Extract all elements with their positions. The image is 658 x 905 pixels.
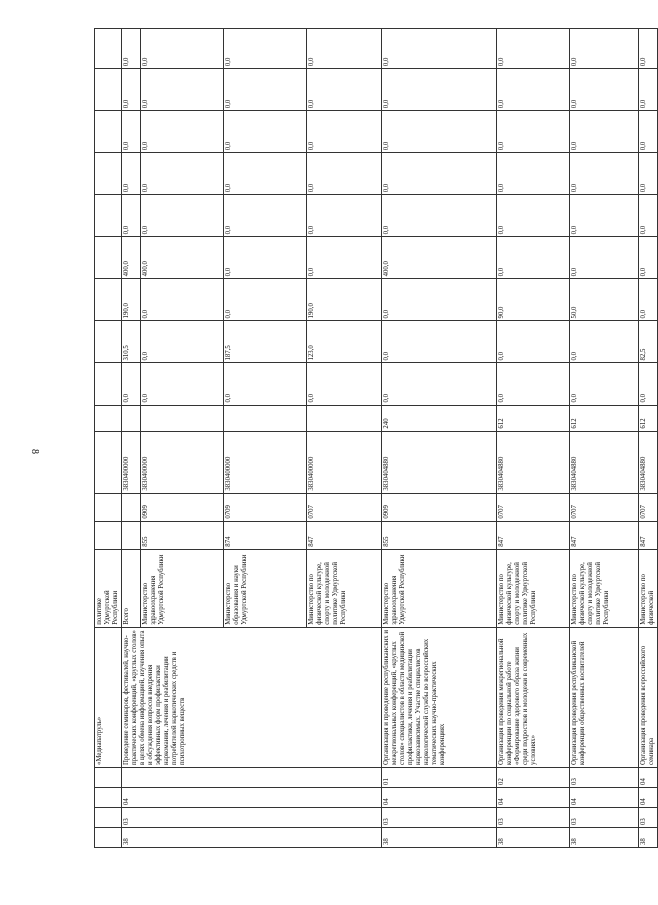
y2019: 0,0: [497, 195, 570, 237]
y2019: 0,0: [224, 195, 307, 237]
target-article: [95, 431, 122, 493]
y2023: 0,0: [307, 29, 382, 69]
razdel-code: 0707: [570, 493, 639, 521]
description: Организация проведения межрегиональной конференции по социальной работе «Формирование здорового образа жизни среди подростков и молодежи в современных условиях»: [497, 627, 570, 767]
col-gp: 38: [570, 827, 639, 847]
y2020: 0,0: [639, 153, 658, 195]
y2022: [95, 69, 122, 111]
y2021: 0,0: [497, 111, 570, 153]
y2015: 0,0: [382, 363, 497, 405]
col-pp: 03: [497, 807, 570, 827]
target-article: 3830400000: [141, 431, 224, 493]
col-pp: 03: [382, 807, 497, 827]
grbs-code: [95, 521, 122, 549]
y2019: [95, 195, 122, 237]
y2021: 0,0: [307, 111, 382, 153]
razdel-code: 0707: [307, 493, 382, 521]
table-body: [95, 29, 658, 848]
y2019: 0,0: [570, 195, 639, 237]
y2023: 0,0: [497, 29, 570, 69]
y2017: 190,0: [307, 279, 382, 321]
grbs-code: 847: [497, 521, 570, 549]
y2015: 0,0: [497, 363, 570, 405]
description: Организация проведения всероссийского семинара: [639, 627, 658, 767]
y2020: 0,0: [122, 153, 141, 195]
y2016: 0,0: [570, 321, 639, 363]
expense-type: 240: [382, 405, 497, 431]
y2022: 0,0: [497, 69, 570, 111]
expense-type: [95, 405, 122, 431]
table-row: [497, 29, 570, 848]
grbs-code: 847: [639, 521, 658, 549]
executor: политике Удмуртской Республики: [95, 549, 122, 627]
y2018: 0,0: [307, 237, 382, 279]
col-gp: 38: [497, 827, 570, 847]
y2022: 0,0: [382, 69, 497, 111]
y2018: [95, 237, 122, 279]
col-pp: 03: [639, 807, 658, 827]
y2017: 50,0: [570, 279, 639, 321]
y2015: 0,0: [122, 363, 141, 405]
y2018: 0,0: [224, 237, 307, 279]
y2023: 0,0: [141, 29, 224, 69]
y2022: 0,0: [570, 69, 639, 111]
y2018: 0,0: [570, 237, 639, 279]
razdel-code: [95, 493, 122, 521]
expense-type: [141, 405, 224, 431]
grbs-code: 874: [224, 521, 307, 549]
y2015: 0,0: [570, 363, 639, 405]
col-m: [95, 767, 122, 787]
table-row: [122, 29, 141, 848]
expense-type: 612: [639, 405, 658, 431]
col-m: 02: [497, 767, 570, 787]
description: Организация и проведение республиканских и межрегиональных конференций, «круглых столов» специалистов в области медицинской профилактики, лечения и реабилитации наркозависимых. Участие специалистов наркологической службы во всероссийских тематических научно-практических конференциях: [382, 627, 497, 767]
table-row: [570, 29, 639, 848]
y2023: [95, 29, 122, 69]
col-gp: 38: [639, 827, 658, 847]
y2020: 0,0: [382, 153, 497, 195]
col-gp: 38: [122, 827, 382, 847]
y2019: 0,0: [122, 195, 141, 237]
col-gp: [95, 827, 122, 847]
y2021: 0,0: [141, 111, 224, 153]
y2015: 0,0: [639, 363, 658, 405]
y2020: 0,0: [141, 153, 224, 195]
y2023: 0,0: [224, 29, 307, 69]
y2022: 0,0: [307, 69, 382, 111]
y2020: 0,0: [307, 153, 382, 195]
y2018: 0,0: [497, 237, 570, 279]
executor: Министерство здравоохранения Удмуртской Республики: [382, 549, 497, 627]
razdel-code: 0707: [639, 493, 658, 521]
budget-table: [94, 28, 658, 848]
description: Организация проведения республиканской конференции общественных воспитателей: [570, 627, 639, 767]
rotated-table-wrapper: [94, 28, 655, 848]
col-m: 03: [570, 767, 639, 787]
y2016: 187,5: [224, 321, 307, 363]
y2015: 0,0: [141, 363, 224, 405]
y2019: 0,0: [307, 195, 382, 237]
target-article: 3830404880: [570, 431, 639, 493]
col-pp: 03: [570, 807, 639, 827]
description: «Медиапатруль»: [95, 627, 122, 767]
grbs-code: 847: [307, 521, 382, 549]
executor: Всего: [122, 549, 141, 627]
target-article: 3830400000: [122, 431, 141, 493]
y2017: [95, 279, 122, 321]
col-om: 04: [497, 787, 570, 807]
y2016: 0,0: [141, 321, 224, 363]
target-article: 3830404880: [497, 431, 570, 493]
executor: Министерство по физической культуре, спорту и молодежной политике Удмуртской Республики: [497, 549, 570, 627]
y2023: 0,0: [639, 29, 658, 69]
table-row: [95, 29, 122, 848]
col-om: 04: [570, 787, 639, 807]
y2017: 190,0: [122, 279, 141, 321]
y2021: 0,0: [122, 111, 141, 153]
expense-type: [224, 405, 307, 431]
y2015: 0,0: [224, 363, 307, 405]
y2023: 0,0: [382, 29, 497, 69]
y2023: 0,0: [122, 29, 141, 69]
y2020: 0,0: [570, 153, 639, 195]
y2016: 82,5: [639, 321, 658, 363]
razdel-code: 0909: [382, 493, 497, 521]
y2021: 0,0: [639, 111, 658, 153]
grbs-code: [122, 521, 141, 549]
y2022: 0,0: [224, 69, 307, 111]
razdel-code: 0707: [497, 493, 570, 521]
table-row: [382, 29, 497, 848]
y2022: 0,0: [122, 69, 141, 111]
y2022: 0,0: [639, 69, 658, 111]
y2019: 0,0: [382, 195, 497, 237]
y2017: 0,0: [639, 279, 658, 321]
y2017: 90,0: [497, 279, 570, 321]
target-article: 3830404880: [639, 431, 658, 493]
target-article: 3830400000: [224, 431, 307, 493]
executor: Министерство образования и науки Удмуртской Республики: [224, 549, 307, 627]
y2016: 310,5: [122, 321, 141, 363]
y2015: 0,0: [307, 363, 382, 405]
y2018: 400,0: [141, 237, 224, 279]
y2021: 0,0: [570, 111, 639, 153]
y2023: 0,0: [570, 29, 639, 69]
y2020: 0,0: [224, 153, 307, 195]
col-m: 01: [382, 767, 497, 787]
expense-type: [307, 405, 382, 431]
target-article: 3830400000: [307, 431, 382, 493]
y2015: [95, 363, 122, 405]
col-pp: [95, 807, 122, 827]
y2020: 0,0: [497, 153, 570, 195]
col-pp: 03: [122, 807, 382, 827]
y2019: 0,0: [141, 195, 224, 237]
expense-type: [122, 405, 141, 431]
y2019: 0,0: [639, 195, 658, 237]
executor: Министерство по физической культуре, спорту и молодежной политике Удмуртской Республики: [570, 549, 639, 627]
executor: Министерство по физической: [639, 549, 658, 627]
y2016: [95, 321, 122, 363]
y2016: 0,0: [497, 321, 570, 363]
page-number: 8: [29, 449, 40, 454]
y2018: 400,0: [382, 237, 497, 279]
grbs-code: 855: [382, 521, 497, 549]
y2021: 0,0: [224, 111, 307, 153]
description: Проведение семинаров, фестивалей, научно-практических конференций, «круглых столов» в целях обмена информацией, изучения опыта и обсуждения вопросов внедрения эффективных форм профилактики наркомании, лечения и реабилитации потребителей наркотических средств и психотропных веществ: [122, 627, 382, 767]
col-m: [122, 767, 382, 787]
executor: Министерство здравоохранения Удмуртской Республики: [141, 549, 224, 627]
y2021: 0,0: [382, 111, 497, 153]
y2016: 123,0: [307, 321, 382, 363]
col-gp: 38: [382, 827, 497, 847]
razdel-code: 0709: [224, 493, 307, 521]
target-article: 3830404880: [382, 431, 497, 493]
y2020: [95, 153, 122, 195]
expense-type: 612: [497, 405, 570, 431]
y2016: 0,0: [382, 321, 497, 363]
grbs-code: 855: [141, 521, 224, 549]
col-m: 04: [639, 767, 658, 787]
y2018: 0,0: [639, 237, 658, 279]
y2021: [95, 111, 122, 153]
table-row: [639, 29, 658, 848]
y2018: 400,0: [122, 237, 141, 279]
col-om: 04: [122, 787, 382, 807]
y2017: 0,0: [224, 279, 307, 321]
col-om: 04: [639, 787, 658, 807]
col-om: 04: [382, 787, 497, 807]
grbs-code: 847: [570, 521, 639, 549]
y2017: 0,0: [382, 279, 497, 321]
y2017: 0,0: [141, 279, 224, 321]
razdel-code: [122, 493, 141, 521]
expense-type: 612: [570, 405, 639, 431]
y2022: 0,0: [141, 69, 224, 111]
col-om: [95, 787, 122, 807]
razdel-code: 0909: [141, 493, 224, 521]
executor: Министерство по физической культуре, спорту и молодежной политике Удмуртской Республики: [307, 549, 382, 627]
